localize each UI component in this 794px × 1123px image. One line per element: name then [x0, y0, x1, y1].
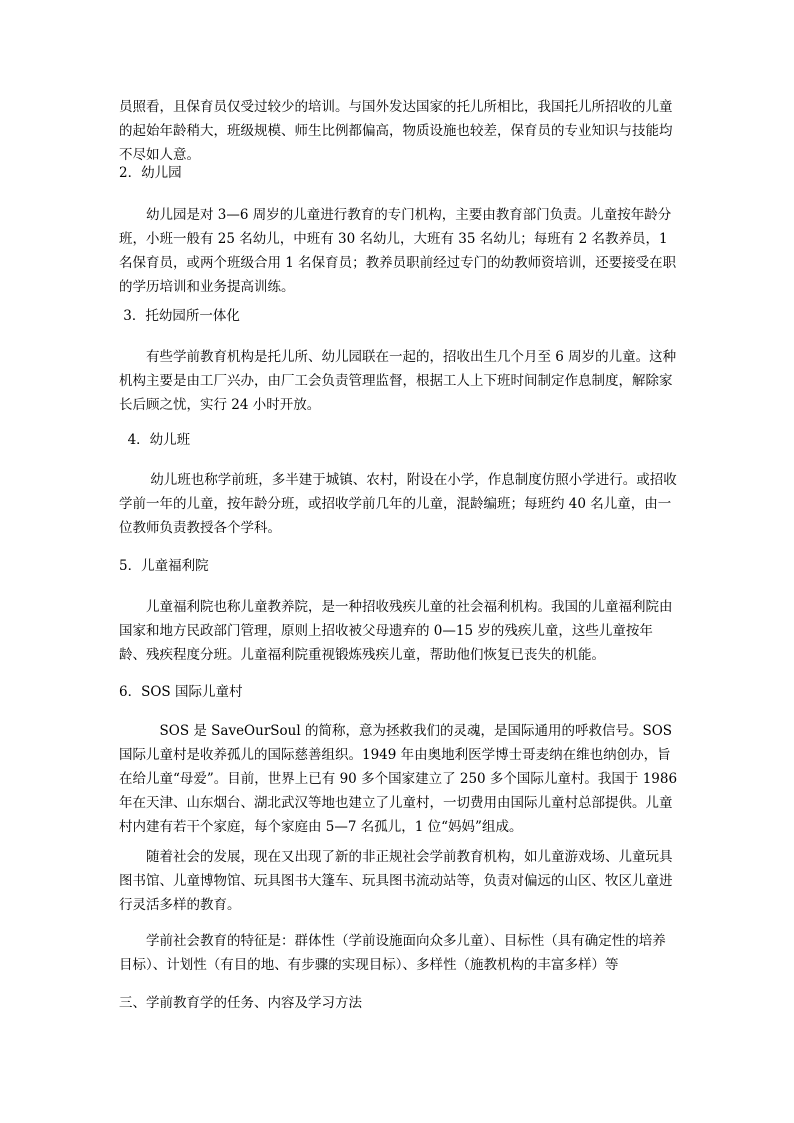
heading-section-three: 三、学前教育学的任务、内容及学习方法 — [119, 995, 362, 1011]
heading-welfare-home: 5．儿童福利院 — [119, 558, 209, 574]
paragraph-welfare-home: 儿童福利院也称儿童教养院，是一种招收残疾儿童的社会福利机构。我国的儿童福利院由国家和地方民政部门管理，原则上招收被父母遗弃的 0—15 岁的残疾儿童，这些儿童按年龄、残疾程度分班。儿童福利院重视锻炼残疾儿童，帮助他们恢复已丧失的机能。 — [119, 599, 673, 663]
paragraph-nursery-comparison: 员照看，且保育员仅受过较少的培训。与国外发达国家的托儿所相比，我国托儿所招收的儿童的起始年龄稍大，班级规模、师生比例都偏高，物质设施也较差，保育员的专业知识与技能均不尽如人意。 — [119, 99, 673, 163]
paragraph-features: 学前社会教育的特征是：群体性（学前设施面向众多儿童）、目标性（具有确定性的培养目标）、计划性（有目的地、有步骤的实现目标）、多样性（施教机构的丰富多样）等 — [119, 933, 666, 973]
heading-kindergarten: 2．幼儿园 — [119, 165, 182, 181]
heading-preschool-class: 4．幼儿班 — [119, 432, 191, 448]
paragraph-preschool-class: 幼儿班也称学前班，多半建于城镇、农村，附设在小学，作息制度仿照小学进行。或招收学前一年的儿童，按年龄分班，或招收学前几年的儿童，混龄编班；每班约 40 名儿童，由一位教师负责教授各个学科。 — [119, 472, 677, 536]
heading-integration: 3．托幼园所一体化 — [119, 308, 240, 324]
paragraph-informal-institutions: 随着社会的发展，现在又出现了新的非正规社会学前教育机构，如儿童游戏场、儿童玩具图书馆、儿童博物馆、玩具图书大篷车、玩具图书流动站等，负责对偏远的山区、牧区儿童进行灵活多样的教育。 — [119, 849, 673, 913]
paragraph-kindergarten: 幼儿园是对 3—6 周岁的儿童进行教育的专门机构，主要由教育部门负责。儿童按年龄分班，小班一般有 25 名幼儿，中班有 30 名幼儿，大班有 35 名幼儿；每班有 2 名教养员，1 名保育员，或两个班级合用 1 名保育员；教养员职前经过专门的幼教师资培训，还要接受在职的学历培训和业务提高训练。 — [119, 207, 677, 295]
heading-sos-village: 6．SOS 国际儿童村 — [119, 684, 243, 700]
paragraph-integration: 有些学前教育机构是托儿所、幼儿园联在一起的，招收出生几个月至 6 周岁的儿童。这种机构主要是由工厂兴办，由厂工会负责管理监督，根据工人上下班时间制定作息制度，解除家长后顾之忧，实行 24 小时开放。 — [119, 349, 677, 413]
paragraph-sos-village: SOS 是 SaveOurSoul 的简称，意为拯救我们的灵魂，是国际通用的呼救信号。SOS 国际儿童村是收养孤儿的国际慈善组织。1949 年由奥地利医学博士哥麦纳在维也纳创办，旨在给儿童“母爱”。目前，世界上已有 90 多个国家建立了 250 多个国际儿童村。我国于 1986 年在天津、山东烟台、湖北武汉等地也建立了儿童村，一切费用由国际儿童村总部提供。儿童村内建有若干个家庭，每个家庭由 5—7 名孤儿，1 位“妈妈”组成。 — [119, 723, 682, 835]
